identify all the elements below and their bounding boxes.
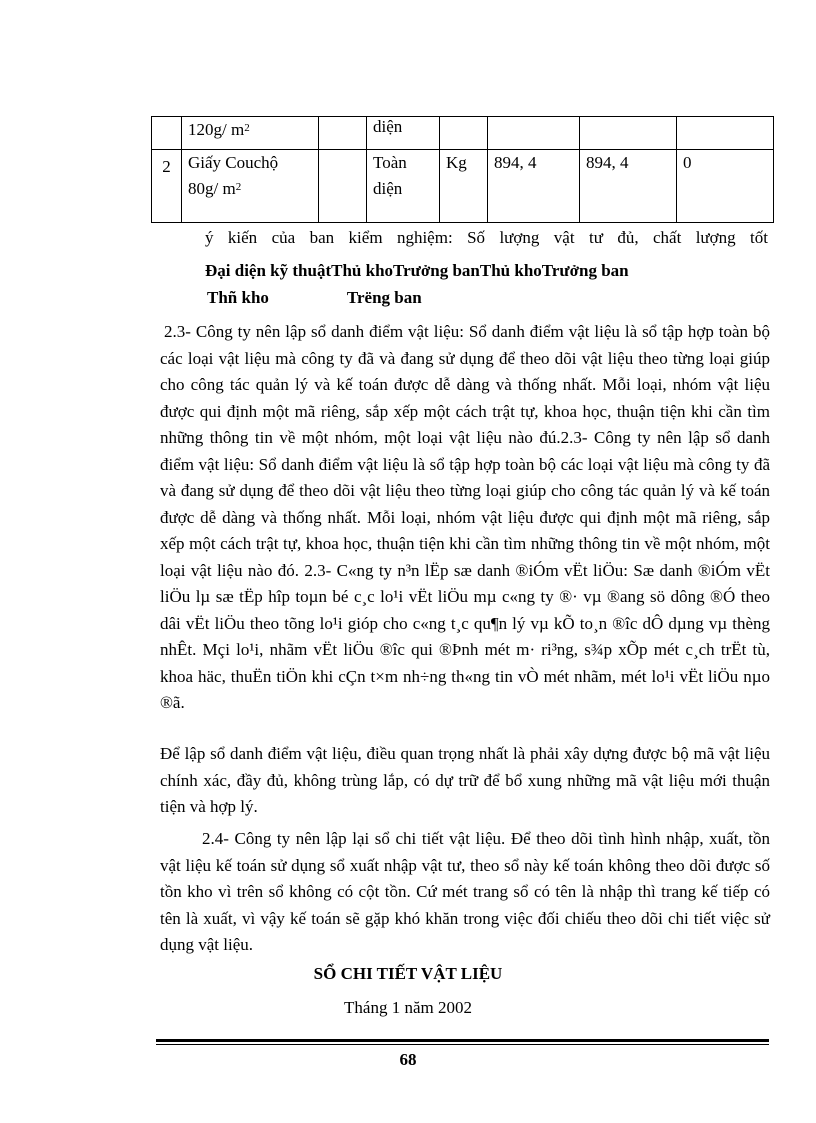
table-cell [319, 117, 367, 150]
table-cell [182, 150, 319, 223]
signature-storekeeper: Thñ kho [207, 288, 269, 307]
table-cell [152, 117, 182, 150]
paragraph-text: 2.3- Công ty nên lập sổ danh điểm vật liệu: Sổ danh điểm vật liệu là sổ tập hợp toàn bộ các loại vật liệu mà công ty đã và đang sử dụng để theo dõi vật liệu theo từng loại giúp cho công tác quản lý và kế toán được dễ dàng và thống nhất. Mỗi loại, nhóm vật liệu được qui định một mã riêng, sắp xếp một cách trật tự, khoa học, thuận tiện khi cần tìm những thông tin về một nhóm, một loại vật liệu nào đú.2.3- Công ty nên lập sổ danh điểm vật liệu: Sổ danh điểm vật liệu là sổ tập hợp toàn bộ các loại vật liệu mà công ty đã và đang sử dụng để theo dõi vật liệu theo từng loại giúp cho công tác quản lý và kế toán được dễ dàng và thống nhất. Mỗi loại, nhóm vật liệu được qui định một mã riêng, sắp xếp một cách trật tự, khoa học, thuận tiện khi cần tìm những thông tin về một nhóm, một loại vật liệu nào đó. 2.3- C«ng ty n³n lËp sæ danh ®iÓm vËt liÖu: Sæ danh ®iÓm vËt liÖu lµ sæ tËp hîp toµn bé c¸c lo¹i vËt liÖu mµ c«ng ty ®· vµ ®ang sö dông ®Ó theo dâi vËt liÖu theo tõng lo¹i gióp cho c«ng t¸c qu¶n lý vµ kÕ to¸n ®îc dÔ dµng vµ thèng nhÊt. Mçi lo¹i, nhãm vËt liÖu ®îc qui ®Þnh mét m· ri³ng, s¾p xÕp mét c¸ch trËt tù, khoa häc, thuËn tiÖn khi cÇn t×m nh÷ng th«ng tin vÒ mét nhãm, mét lo¹i vËt liÖu nµo ®ã. [160, 322, 770, 712]
table-cell [580, 117, 677, 150]
table-cell [677, 117, 774, 150]
table-cell: 894, 4 [488, 150, 580, 223]
paragraph-code-building [160, 741, 770, 821]
paragraph-text: Để lập sổ danh điểm vật liệu, điều quan trọng nhất là phải xây dựng được bộ mã vật liệu chính xác, đầy đủ, không trùng lắp, có dự trữ để bổ xung những mã vật liệu mới thuận tiện và hợp lý. [160, 744, 770, 816]
paragraph-text: 2.4- Công ty nên lập lại sổ chi tiết vật liệu. Để theo dõi tình hình nhập, xuất, tồn vật liệu kế toán sử dụng sổ xuất nhập vật tư, theo sổ này kế toán không theo dõi được số tồn kho vì trên sổ không có cột tồn. Cứ mét trang sổ có tên là nhập thì trang kế tiếp có tên là xuất, vì vậy kế toán sẽ gặp khó khăn trong việc đối chiếu theo dõi chi tiết việc sử dụng vật liệu. [160, 829, 770, 954]
table-row [152, 117, 774, 150]
material-inspection-table [151, 116, 774, 223]
table-cell: diện [367, 117, 440, 150]
superscript: 2 [244, 122, 250, 134]
section-subheading: Tháng 1 năm 2002 [344, 998, 472, 1017]
inspection-opinion: ý kiến của ban kiểm nghiệm: Số lượng vật tư đủ, chất lượng tốt [205, 228, 768, 247]
footer-rule-thick [156, 1039, 769, 1042]
signature-line-2 [207, 288, 422, 308]
cell-text: Giấy Couchộ [188, 153, 279, 172]
cell-text: Toàn [373, 153, 407, 172]
table-cell [319, 150, 367, 223]
table-cell [367, 150, 440, 223]
paragraph-detail-ledger [160, 826, 770, 959]
cell-text: diện [373, 179, 403, 198]
table-cell [182, 117, 319, 150]
signature-head: Trëng ban [346, 288, 422, 307]
table-cell [488, 117, 580, 150]
table-cell: 894, 4 [580, 150, 677, 223]
table-cell: Kg [440, 150, 488, 223]
superscript: 2 [235, 181, 242, 193]
cell-text: 120g/ m [188, 120, 245, 139]
table-cell: 0 [677, 150, 774, 223]
cell-text-part: 80g/ m [188, 179, 236, 198]
signature-line-1: Đại diện kỹ thuậtThủ khoTrưởng banThủ khoTrưởng ban [205, 261, 629, 280]
section-heading: SỔ CHI TIẾT VẬT LIỆU [313, 964, 503, 983]
table-row [152, 150, 774, 223]
cell-text [188, 176, 312, 202]
page-number: 68 [399, 1050, 417, 1069]
paragraph-material-code-book [160, 319, 770, 717]
table-cell: 2 [152, 150, 182, 223]
footer-rule-thin [156, 1044, 769, 1045]
table-cell [440, 117, 488, 150]
